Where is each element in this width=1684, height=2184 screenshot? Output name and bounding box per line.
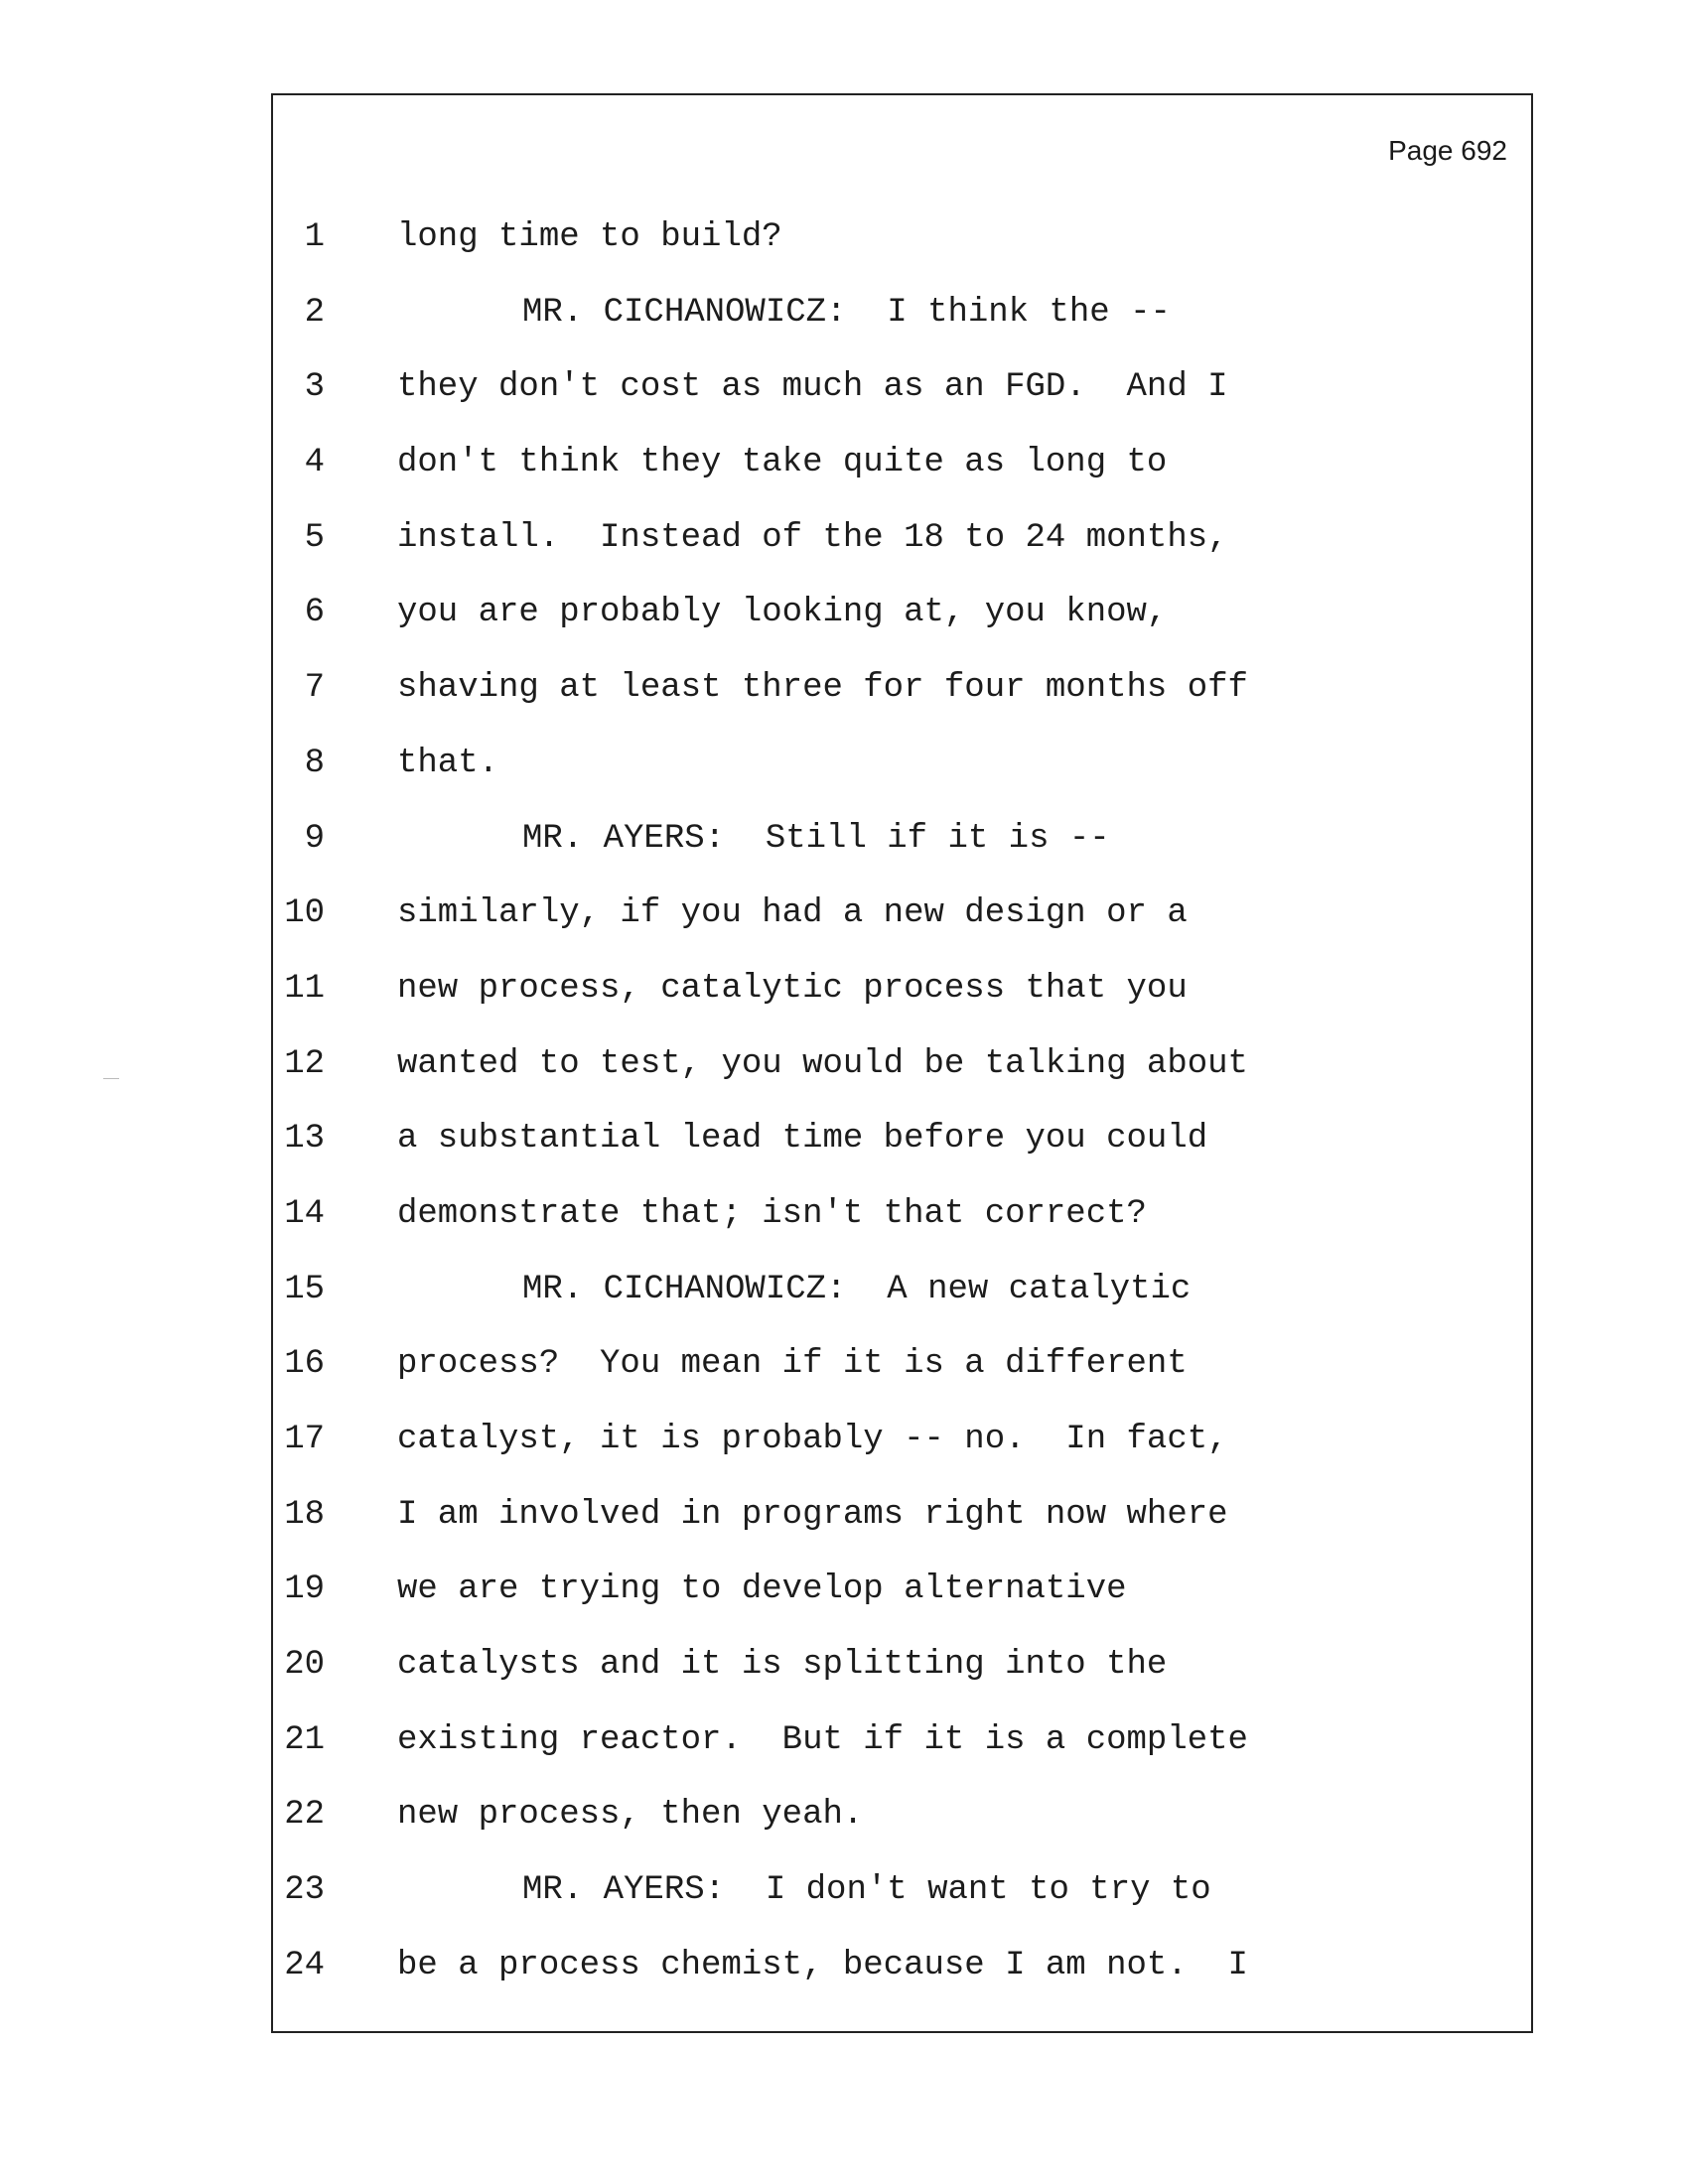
line-number: 20 (284, 1646, 325, 1685)
transcript-line (273, 1423, 1531, 1498)
transcript-line (273, 220, 1531, 296)
line-number: 17 (284, 1421, 325, 1458)
transcript-line (273, 1044, 1531, 1123)
line-number: 9 (304, 819, 325, 858)
line-text: new process, catalytic process that you (397, 969, 1188, 1008)
transcript-line (273, 819, 1531, 897)
line-number: 2 (304, 293, 325, 332)
transcript-line (273, 1122, 1531, 1197)
line-text: I am involved in programs right now where (397, 1495, 1228, 1534)
transcript-lines (273, 220, 1531, 2024)
line-text: catalysts and it is splitting into the (397, 1646, 1168, 1685)
transcript-line (273, 1648, 1531, 1723)
transcript-line (273, 969, 1531, 1047)
line-number: 14 (284, 1194, 325, 1233)
transcript-line (273, 1946, 1531, 2024)
line-number: 1 (304, 218, 325, 256)
speaker-line-text: MR. CICHANOWICZ: A new catalytic (522, 1270, 1192, 1308)
line-text: process? You mean if it is a different (397, 1345, 1188, 1384)
transcript-page-frame (271, 93, 1533, 2033)
line-text: existing reactor. But if it is a complete (397, 1720, 1248, 1759)
transcript-line (273, 1720, 1531, 1799)
line-text: wanted to test, you would be talking about (397, 1044, 1248, 1083)
transcript-line (273, 1873, 1531, 1949)
transcript-line (273, 1798, 1531, 1873)
line-number: 10 (284, 894, 325, 933)
transcript-line (273, 596, 1531, 671)
line-text: a substantial lead time before you could (397, 1120, 1208, 1159)
page-number: Page 692 (1388, 135, 1507, 166)
line-number: 12 (284, 1044, 325, 1083)
line-number: 22 (284, 1796, 325, 1835)
line-number: 13 (284, 1120, 325, 1159)
line-number: 4 (304, 444, 325, 482)
transcript-line (273, 446, 1531, 521)
transcript-line (273, 1495, 1531, 1573)
line-text: don't think they take quite as long to (397, 444, 1168, 482)
line-text: similarly, if you had a new design or a (397, 894, 1188, 933)
transcript-line (273, 896, 1531, 972)
line-text: that. (397, 744, 499, 782)
speaker-line-text: MR. CICHANOWICZ: I think the -- (522, 293, 1171, 332)
line-text: long time to build? (397, 218, 782, 256)
transcript-line (273, 1347, 1531, 1423)
line-text: catalyst, it is probably -- no. In fact, (397, 1421, 1228, 1458)
speaker-line-text: MR. AYERS: I don't want to try to (522, 1871, 1211, 1910)
line-number: 18 (284, 1495, 325, 1534)
line-number: 24 (284, 1946, 325, 1984)
transcript-line (273, 518, 1531, 597)
transcript-line (273, 744, 1531, 822)
line-number: 23 (284, 1871, 325, 1910)
line-number: 21 (284, 1720, 325, 1759)
speaker-line-text: MR. AYERS: Still if it is -- (522, 819, 1110, 858)
line-number: 16 (284, 1345, 325, 1384)
line-text: they don't cost as much as an FGD. And I (397, 368, 1228, 407)
transcript-line (273, 1572, 1531, 1648)
transcript-line (273, 293, 1531, 371)
line-text: we are trying to develop alternative (397, 1570, 1127, 1609)
line-number: 3 (304, 368, 325, 407)
line-number: 8 (304, 744, 325, 782)
transcript-line (273, 1270, 1531, 1348)
transcript-line (273, 370, 1531, 446)
line-number: 7 (304, 669, 325, 708)
line-text: install. Instead of the 18 to 24 months, (397, 518, 1228, 557)
line-number: 15 (284, 1270, 325, 1308)
scan-artifact-mark (103, 1078, 119, 1079)
line-number: 19 (284, 1570, 325, 1609)
line-text: new process, then yeah. (397, 1796, 864, 1835)
line-number: 6 (304, 594, 325, 632)
line-text: demonstrate that; isn't that correct? (397, 1194, 1147, 1233)
line-text: shaving at least three for four months off (397, 669, 1248, 708)
line-text: you are probably looking at, you know, (397, 594, 1168, 632)
transcript-line (273, 1194, 1531, 1273)
line-text: be a process chemist, because I am not. I (397, 1946, 1248, 1984)
line-number: 5 (304, 518, 325, 557)
line-number: 11 (284, 969, 325, 1008)
transcript-line (273, 671, 1531, 747)
